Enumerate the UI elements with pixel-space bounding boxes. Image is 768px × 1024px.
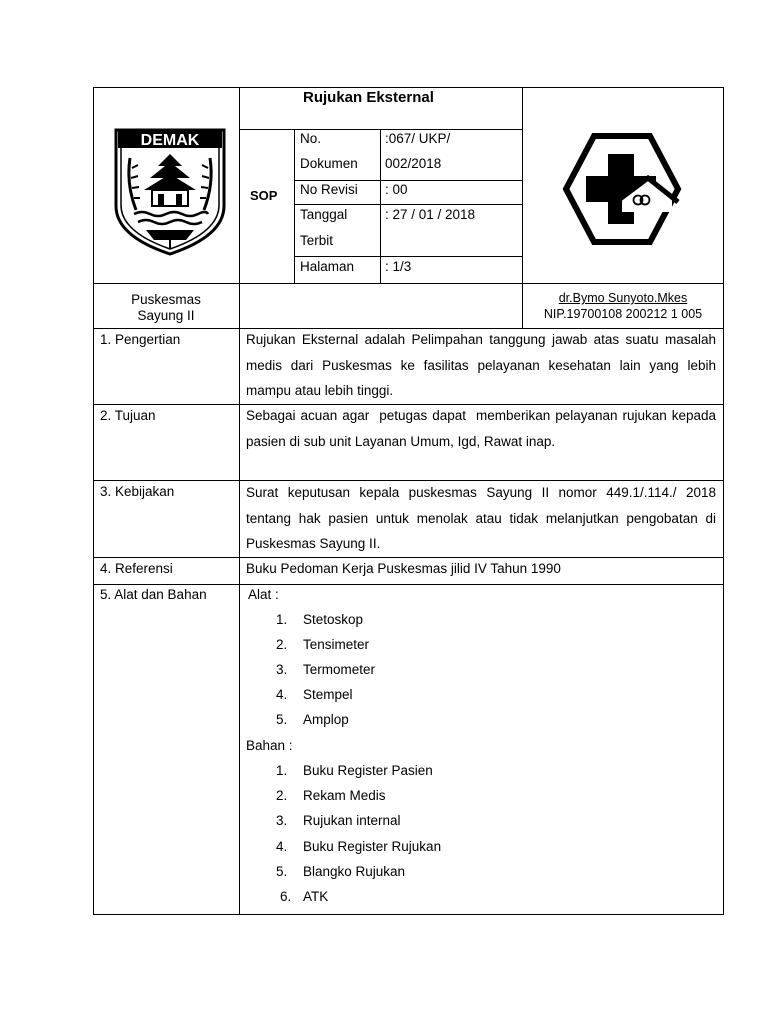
puskesmas-logo bbox=[556, 128, 688, 250]
sop-divider bbox=[294, 129, 295, 283]
meta-value-no-dokumen-1: :067/ UKP/ bbox=[385, 131, 451, 146]
alat-heading: Alat : bbox=[248, 587, 279, 602]
alat-item-num: 5. bbox=[276, 712, 288, 727]
bahan-item-num: 6. bbox=[280, 889, 292, 904]
bahan-item: ATK bbox=[303, 889, 329, 904]
column-divider bbox=[239, 87, 240, 915]
bahan-item-num: 4. bbox=[276, 839, 288, 854]
meta-label-tanggal-2: Terbit bbox=[300, 233, 334, 248]
alat-item: Stetoskop bbox=[303, 612, 364, 627]
text-pengertian: Rujukan Eksternal adalah Pelimpahan tanggung jawab atas suatu masalah medis dari Puskesmas ke fasilitas pelayanan kesehatan lain yang lebih mampu atau lebih tinggi. bbox=[246, 332, 716, 398]
header-bottom-line bbox=[93, 283, 724, 284]
alat-item-num: 2. bbox=[276, 637, 288, 652]
meta-label-tanggal-1: Tanggal bbox=[300, 207, 348, 222]
row-line-5 bbox=[93, 584, 724, 585]
bahan-item: Rujukan internal bbox=[303, 813, 401, 828]
meta-value-divider bbox=[380, 129, 381, 283]
meta-value-tanggal: : 27 / 01 / 2018 bbox=[385, 207, 476, 222]
bahan-item: Blangko Rujukan bbox=[303, 864, 406, 879]
meta-label-no-dokumen-2: Dokumen bbox=[300, 156, 358, 171]
bahan-item-num: 1. bbox=[276, 763, 288, 778]
bahan-heading: Bahan : bbox=[246, 738, 293, 753]
text-kebijakan: Surat keputusan kepala puskesmas Sayung II nomor 449.1/.114./ 2018 tentang hak pasien untuk menolak atau tidak melanjutkan pengobatan di Puskesmas Sayung II. bbox=[246, 485, 716, 551]
label-alat-bahan: 5. Alat dan Bahan bbox=[100, 587, 207, 602]
alat-item: Stempel bbox=[303, 687, 353, 702]
signer-nip: NIP.19700108 200212 1 005 bbox=[543, 307, 703, 321]
text-referensi: Buku Pedoman Kerja Puskesmas jilid IV Tahun 1990 bbox=[246, 561, 561, 576]
demak-logo bbox=[112, 124, 228, 256]
demak-logo-text: DEMAK bbox=[140, 132, 200, 149]
sop-label: SOP bbox=[250, 188, 278, 203]
alat-item-num: 3. bbox=[276, 662, 288, 677]
row-line-4 bbox=[93, 557, 724, 558]
label-referensi: 4. Referensi bbox=[100, 561, 173, 576]
alat-item: Termometer bbox=[303, 662, 376, 677]
meta-line-2 bbox=[294, 204, 522, 205]
meta-line-3 bbox=[294, 256, 522, 257]
bahan-item: Buku Register Rujukan bbox=[303, 839, 442, 854]
puskesmas-name-line2: Sayung II bbox=[137, 308, 195, 323]
bahan-item-num: 2. bbox=[276, 788, 288, 803]
meta-value-no-revisi: : 00 bbox=[385, 182, 408, 197]
alat-item-num: 4. bbox=[276, 687, 288, 702]
meta-label-no-dokumen-1: No. bbox=[300, 131, 322, 146]
meta-value-no-dokumen-2: 002/2018 bbox=[385, 156, 442, 171]
signer-name: dr.Bymo Sunyoto.Mkes bbox=[558, 291, 688, 305]
bahan-item: Buku Register Pasien bbox=[303, 763, 433, 778]
alat-item-num: 1. bbox=[276, 612, 288, 627]
puskesmas-name-line1: Puskesmas bbox=[131, 292, 201, 307]
label-pengertian: 1. Pengertian bbox=[100, 332, 181, 347]
label-kebijakan: 3. Kebijakan bbox=[100, 484, 175, 499]
header-divider-right bbox=[522, 87, 523, 283]
meta-label-halaman: Halaman bbox=[300, 259, 355, 274]
bahan-item-num: 3. bbox=[276, 813, 288, 828]
meta-line-1 bbox=[294, 180, 522, 181]
text-tujuan: Sebagai acuan agar petugas dapat memberikan pelayanan rujukan kepada pasien di sub unit Layanan Umum, Igd, Rawat inap. bbox=[246, 408, 720, 449]
page-title: Rujukan Eksternal bbox=[303, 89, 434, 106]
alat-item: Tensimeter bbox=[303, 637, 370, 652]
meta-label-no-revisi: No Revisi bbox=[300, 182, 358, 197]
meta-value-halaman: : 1/3 bbox=[385, 259, 412, 274]
bahan-item: Rekam Medis bbox=[303, 788, 386, 803]
label-tujuan: 2. Tujuan bbox=[100, 408, 156, 423]
alat-item: Amplop bbox=[303, 712, 349, 727]
bahan-item-num: 5. bbox=[276, 864, 288, 879]
title-bottom-line bbox=[239, 129, 522, 130]
